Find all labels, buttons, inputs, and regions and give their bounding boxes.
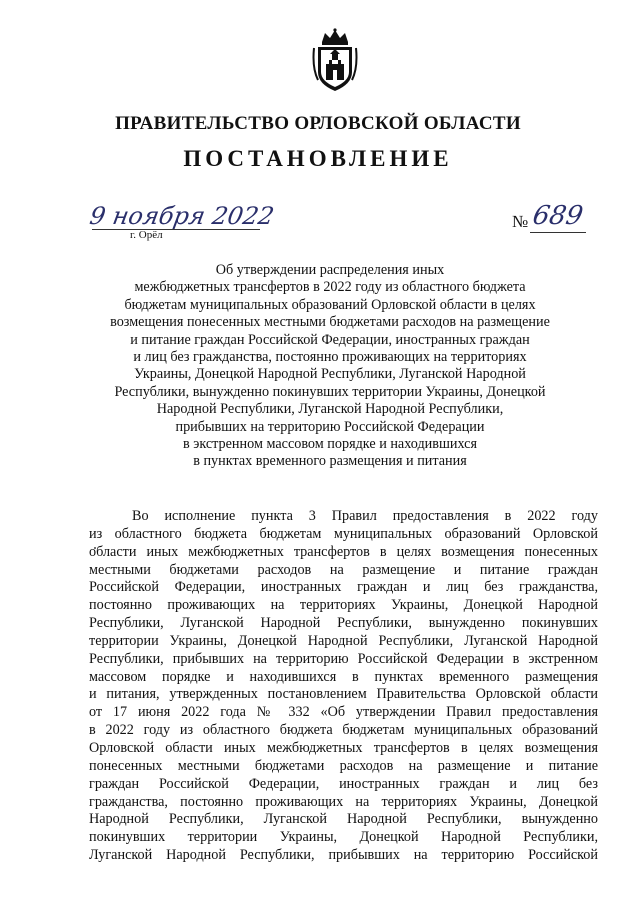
body-line: Республики, Луганской Народной Республики, вынужденно покинувших bbox=[89, 615, 598, 632]
body-line: Российской Федерации, иностранных граждан и лиц без гражданства, bbox=[89, 579, 598, 596]
body-line: в 2022 году из областного бюджета бюджетам муниципальных образований bbox=[89, 722, 598, 739]
body-line: гражданства, постоянно проживающих на территориях Украины, Донецкой bbox=[89, 793, 598, 810]
body-line: Орловской области иных межбюджетных трансфертов в целях возмещения bbox=[89, 739, 598, 756]
body-paragraph bbox=[89, 508, 598, 865]
body-line: от 17 июня 2022 года № 332 «Об утверждении Правил предоставления bbox=[89, 704, 598, 721]
organization-title: ПРАВИТЕЛЬСТВО ОРЛОВСКОЙ ОБЛАСТИ bbox=[115, 113, 521, 134]
place-label: г. Орёл bbox=[130, 229, 163, 241]
subject-line: Народной Республики, Луганской Народной Республики, bbox=[156, 401, 504, 418]
date-underline bbox=[92, 229, 260, 230]
body-line: массовом порядке и находившихся в пунктах временного размещения bbox=[89, 668, 598, 685]
body-line: Народной Республики, Луганской Народной Республики, вынужденно bbox=[89, 811, 598, 828]
subject-line: Республики, вынужденно покинувших территории Украины, Донецкой bbox=[114, 383, 546, 400]
body-line: Луганской Народной Республики, прибывших на территорию Российской bbox=[89, 847, 598, 864]
document-subject bbox=[80, 262, 580, 471]
body-line: Республики, прибывших на территорию Российской Федерации в экстренном bbox=[89, 650, 598, 667]
subject-line: в экстренном массовом порядке и находившихся bbox=[183, 436, 477, 453]
body-line: территории Украины, Донецкой Народной Республики, Луганской Народной bbox=[89, 632, 598, 649]
body-line: понесенных местными бюджетами расходов на размещение и питание bbox=[89, 757, 598, 774]
subject-line: и лиц без гражданства, постоянно проживающих на территориях bbox=[133, 349, 527, 366]
coat-of-arms-icon bbox=[312, 28, 358, 94]
subject-line: возмещения понесенных местными бюджетами расходов на размещение bbox=[110, 314, 550, 331]
body-line: граждан Российской Федерации, иностранных граждан и лиц без bbox=[89, 775, 598, 792]
subject-line: прибывших на территорию Российской Федерации bbox=[175, 418, 485, 435]
body-line: из областного бюджета бюджетам муниципальных образований Орловской bbox=[89, 525, 598, 542]
subject-line: межбюджетных трансфертов в 2022 году из областного бюджета bbox=[134, 279, 526, 296]
handwritten-date: 9 ноября 2022 bbox=[87, 202, 277, 230]
body-line: области иных межбюджетных трансфертов в целях возмещения понесенных bbox=[89, 543, 598, 560]
subject-line: в пунктах временного размещения и питания bbox=[193, 453, 467, 470]
number-underline bbox=[530, 232, 586, 233]
number-sign: № bbox=[512, 212, 529, 231]
subject-line: и питание граждан Российской Федерации, иностранных граждан bbox=[130, 331, 530, 348]
subject-line: Об утверждении распределения иных bbox=[215, 262, 445, 278]
handwritten-document-number: 689 bbox=[530, 201, 586, 231]
body-line: постоянно проживающих на территориях Украины, Донецкой Народной bbox=[89, 597, 598, 614]
document-type-title: ПОСТАНОВЛЕНИЕ bbox=[183, 146, 453, 171]
body-line: местными бюджетами расходов на размещение и питание граждан bbox=[89, 561, 598, 578]
subject-line: бюджетам муниципальных образований Орловской области в целях bbox=[124, 296, 536, 313]
subject-line: Украины, Донецкой Народной Республики, Луганской Народной bbox=[134, 366, 526, 383]
body-line: Во исполнение пункта 3 Правил предоставления в 2022 году bbox=[132, 508, 598, 524]
body-line: и питания, утвержденных постановлением Правительства Орловской области bbox=[89, 686, 598, 703]
body-line: покинувших территории Украины, Донецкой Народной Республики, bbox=[89, 829, 598, 846]
